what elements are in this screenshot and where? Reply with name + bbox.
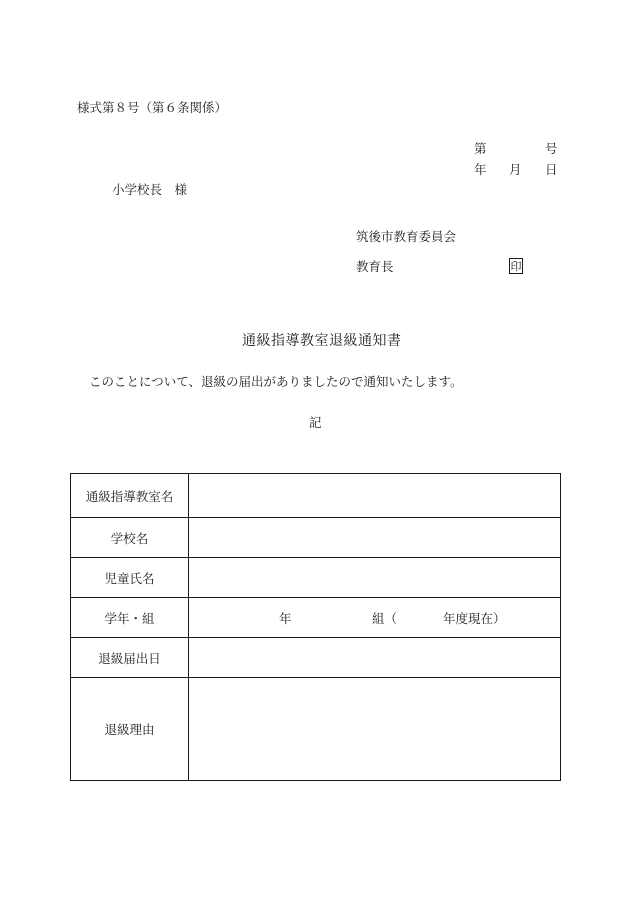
- seal-mark: 印: [510, 259, 522, 273]
- label-withdrawal-reason: 退級理由: [71, 678, 189, 781]
- table-row: [71, 558, 561, 598]
- table-row: [71, 518, 561, 558]
- value-classroom-name[interactable]: [189, 474, 561, 518]
- issuer-organization: 筑後市教育委員会: [356, 229, 457, 244]
- label-grade-class: 学年・組: [71, 598, 189, 638]
- form-number: 様式第８号（第６条関係）: [77, 100, 228, 115]
- date-year: 年: [474, 162, 487, 177]
- grade-current-year: 年度現在）: [443, 610, 506, 626]
- label-student-name: 児童氏名: [71, 558, 189, 598]
- table-row: [71, 598, 561, 638]
- table-row: [71, 474, 561, 518]
- value-withdrawal-reason[interactable]: [189, 678, 561, 781]
- addressee: 小学校長 様: [112, 182, 188, 197]
- body-text: このことについて、退級の届出がありましたので通知いたします。: [89, 374, 463, 389]
- label-school-name: 学校名: [71, 518, 189, 558]
- date-month: 月: [509, 162, 522, 177]
- document-number-prefix: 第: [474, 141, 487, 156]
- value-student-name[interactable]: [189, 558, 561, 598]
- date-day: 日: [545, 162, 558, 177]
- table-row: [71, 678, 561, 781]
- value-school-name[interactable]: [189, 518, 561, 558]
- document-title: 通級指導教室退級通知書: [242, 333, 402, 349]
- issuer-title: 教育長: [356, 259, 394, 274]
- label-classroom-name: 通級指導教室名: [71, 474, 189, 518]
- grade-class-unit: 組（: [372, 610, 398, 626]
- withdrawal-form-table: [70, 473, 561, 781]
- value-withdrawal-date[interactable]: [189, 638, 561, 678]
- ki-notation: 記: [309, 415, 322, 430]
- label-withdrawal-date: 退級届出日: [71, 638, 189, 678]
- value-grade-class[interactable]: [189, 598, 561, 638]
- grade-year-unit: 年: [279, 610, 292, 626]
- document-number-suffix: 号: [545, 141, 558, 156]
- table-row: [71, 638, 561, 678]
